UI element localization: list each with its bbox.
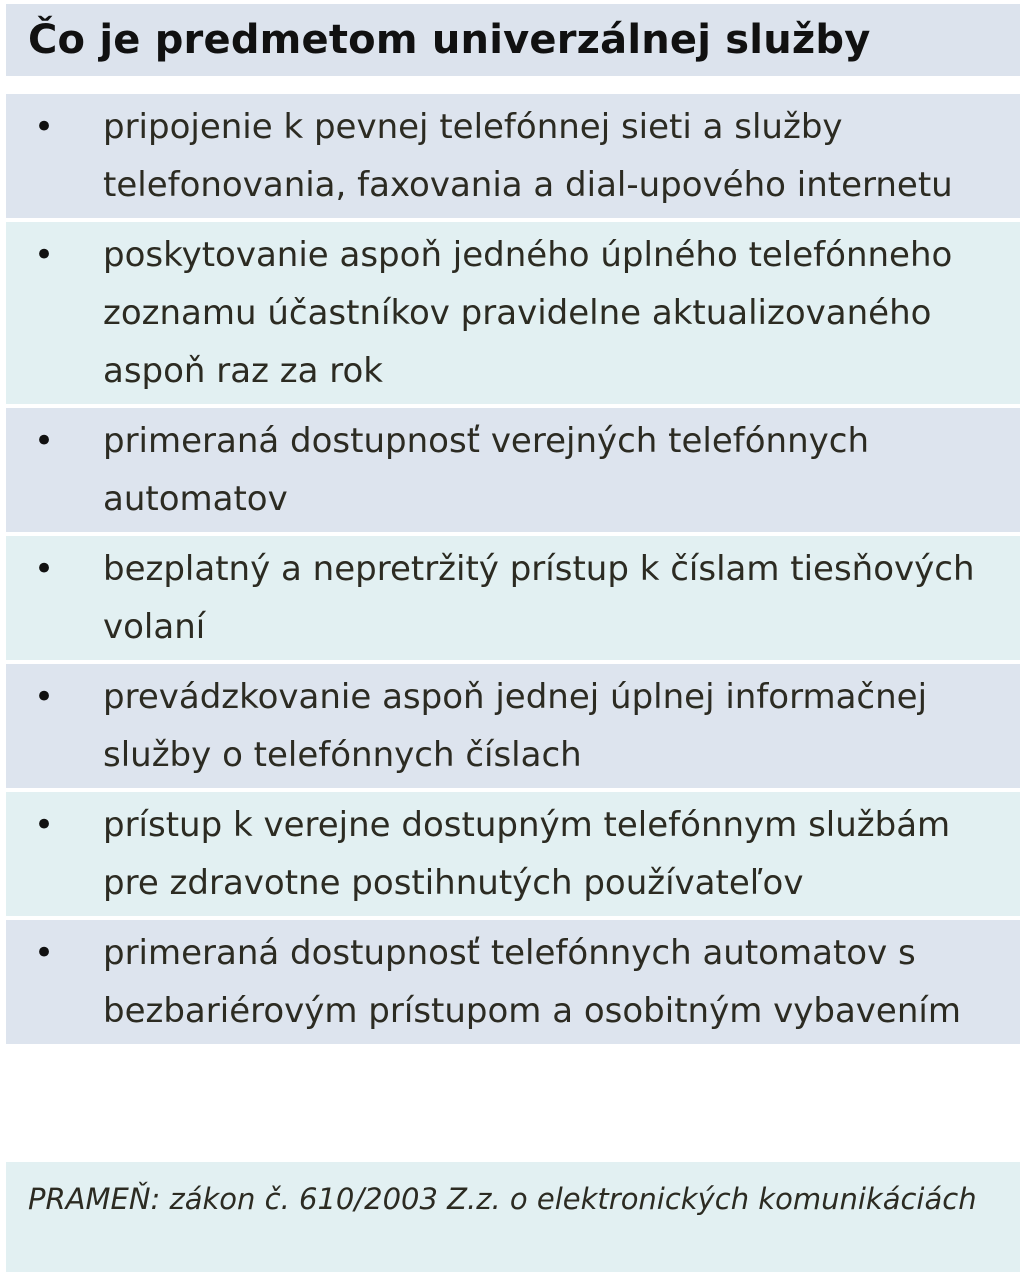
list-item-text: poskytovanie aspoň jedného úplného telefónneho zoznamu účastníkov pravidelne aktualizovaného aspoň raz za rok xyxy=(103,235,953,391)
list-item xyxy=(6,920,1020,1044)
source-note: PRAMEŇ: zákon č. 610/2003 Z.z. o elektronických komunikáciách xyxy=(6,1162,1020,1272)
page-title: Čo je predmetom univerzálnej služby xyxy=(28,17,871,63)
service-list xyxy=(6,94,1020,1048)
bullet-icon: • xyxy=(34,805,55,845)
list-item xyxy=(6,94,1020,218)
list-item-text: prístup k verejne dostupným telefónnym službám pre zdravotne postihnutých používateľov xyxy=(103,805,951,903)
list-item-text: pripojenie k pevnej telefónnej sieti a služby telefonovania, faxovania a dial-upového internetu xyxy=(103,107,953,205)
list-item xyxy=(6,792,1020,916)
list-item xyxy=(6,408,1020,532)
bullet-icon: • xyxy=(34,107,55,147)
title-bar xyxy=(6,4,1020,76)
list-item xyxy=(6,222,1020,404)
bullet-icon: • xyxy=(34,933,55,973)
list-item xyxy=(6,536,1020,660)
bullet-icon: • xyxy=(34,677,55,717)
list-item-text: primeraná dostupnosť telefónnych automatov s bezbariérovým prístupom a osobitným vybavením xyxy=(103,933,961,1031)
list-item-text: primeraná dostupnosť verejných telefónnych automatov xyxy=(103,421,870,519)
bullet-icon: • xyxy=(34,549,55,589)
bullet-icon: • xyxy=(34,421,55,461)
bullet-icon: • xyxy=(34,235,55,275)
list-item-text: prevádzkovanie aspoň jednej úplnej informačnej služby o telefónnych číslach xyxy=(103,677,928,775)
list-item xyxy=(6,664,1020,788)
list-item-text: bezplatný a nepretržitý prístup k číslam tiesňových volaní xyxy=(103,549,975,647)
